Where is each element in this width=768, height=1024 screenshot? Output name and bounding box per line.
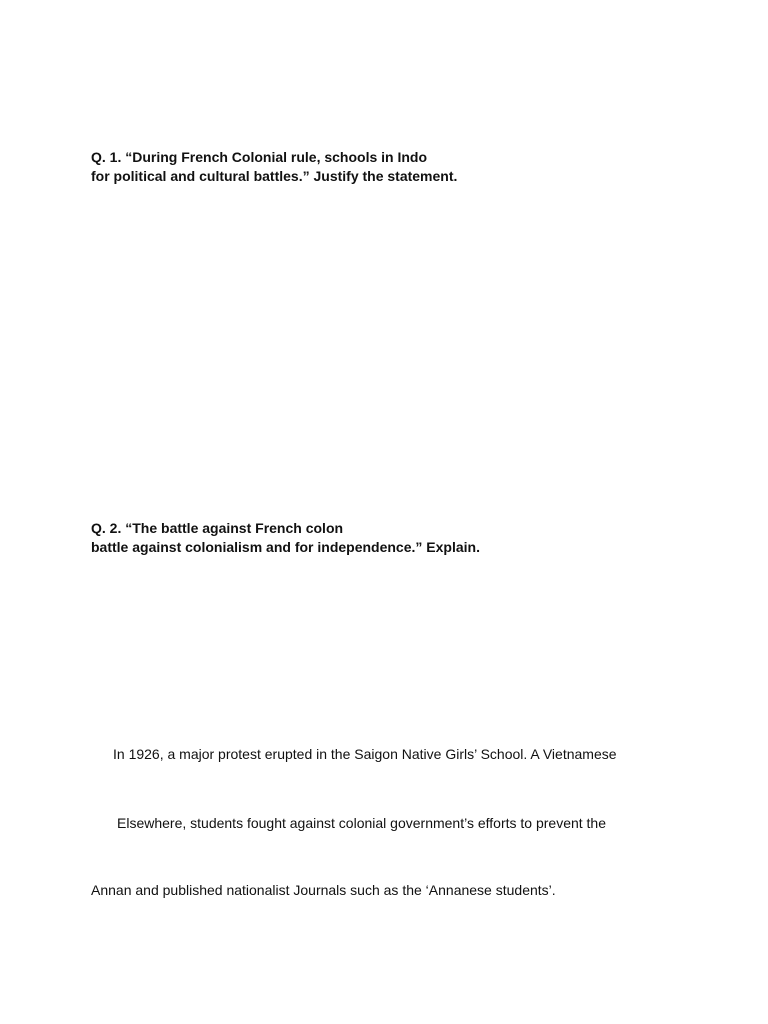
question-1-line-2: for political and cultural battles.” Justify the statement.: [91, 168, 458, 184]
answer-line-1: In 1926, a major protest erupted in the Saigon Native Girls’ School. A Vietnamese: [113, 746, 617, 762]
question-1: [91, 148, 457, 186]
answer-line-3: Annan and published nationalist Journals such as the ‘Annanese students’.: [91, 882, 556, 898]
answer-line-2: Elsewhere, students fought against colonial government’s efforts to prevent the: [117, 815, 607, 831]
question-2-line-1: Q. 2. “The battle against French colon: [91, 520, 344, 536]
question-1-line-1: Q. 1. “During French Colonial rule, schools in Indo: [91, 149, 428, 165]
question-2-line-2: battle against colonialism and for independence.” Explain.: [91, 539, 480, 555]
question-2: [91, 519, 480, 557]
